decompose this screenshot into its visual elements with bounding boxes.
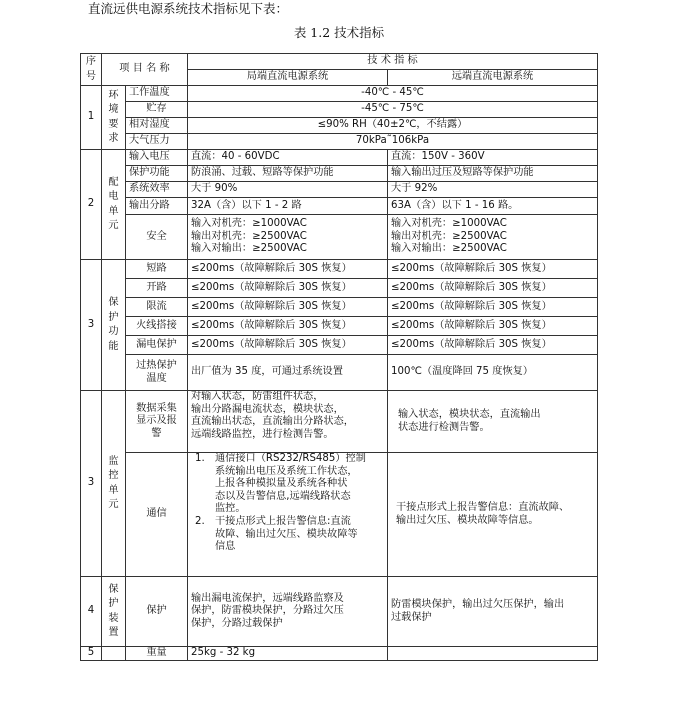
remote-value: 100℃（温度降回 75 度恢复） — [388, 355, 598, 391]
local-value: 大于 90% — [188, 182, 388, 198]
group-label-monitor: 监 控 单 元 — [102, 391, 126, 577]
group-label-protect: 保 护 功 能 — [102, 260, 126, 391]
item-name: 短路 — [126, 260, 188, 279]
row-number: 2 — [81, 150, 102, 260]
header-seq: 序 号 — [81, 54, 102, 86]
local-value: ≤200ms（故障解除后 30S 恢复） — [188, 279, 388, 298]
table-row — [81, 453, 598, 577]
table-row — [81, 166, 598, 182]
table-row — [81, 86, 598, 102]
local-value: 直流：40 - 60VDC — [188, 150, 388, 166]
table-row — [81, 215, 598, 260]
item-value: -40℃ - 45℃ — [188, 86, 598, 102]
item-name: 贮存 — [126, 102, 188, 118]
remote-value: 大于 92% — [388, 182, 598, 198]
table-row — [81, 118, 598, 134]
table-row — [81, 182, 598, 198]
item-name: 系统效率 — [126, 182, 188, 198]
header-local: 局端直流电源系统 — [188, 70, 388, 86]
row-number: 3 — [81, 260, 102, 391]
empty-cell — [102, 647, 126, 661]
table-row — [81, 391, 598, 453]
intro-text: 直流远供电源系统技术指标见下表： — [88, 1, 289, 16]
local-value: 防浪涌、过载、短路等保护功能 — [188, 166, 388, 182]
remote-value: ≤200ms（故障解除后 30S 恢复） — [388, 317, 598, 336]
item-name: 限流 — [126, 298, 188, 317]
local-value: ≤200ms（故障解除后 30S 恢复） — [188, 336, 388, 355]
table-row — [81, 647, 598, 661]
item-name: 工作温度 — [126, 86, 188, 102]
table-caption: 表 1.2 技术指标 — [293, 25, 385, 40]
local-value: 25kg - 32 kg — [188, 647, 388, 661]
local-value: ≤200ms（故障解除后 30S 恢复） — [188, 260, 388, 279]
remote-value: 防雷模块保护，输出过欠压保护，输出 过载保护 — [388, 577, 598, 647]
remote-value: 63A（含）以下 1 - 16 路。 — [388, 198, 598, 215]
item-name: 安全 — [126, 215, 188, 260]
item-name: 输出分路 — [126, 198, 188, 215]
local-value: ≤200ms（故障解除后 30S 恢复） — [188, 317, 388, 336]
table-row — [81, 298, 598, 317]
remote-value: 直流：150V - 360V — [388, 150, 598, 166]
table-row — [81, 577, 598, 647]
group-label-dist: 配 电 单 元 — [102, 150, 126, 260]
remote-value: 输入对机壳：≥1000VAC 输出对机壳：≥2500VAC 输入对输出：≥2500VAC — [388, 215, 598, 260]
table-row — [81, 198, 598, 215]
row-number: 3 — [81, 391, 102, 577]
header-row — [81, 54, 598, 70]
group-label-env: 环 境 要 求 — [102, 86, 126, 150]
remote-value: 输入输出过压及短路等保护功能 — [388, 166, 598, 182]
row-number: 1 — [81, 86, 102, 150]
table-row — [81, 355, 598, 391]
remote-value: 输入状态，模块状态，直流输出 状态进行检测告警。 — [388, 391, 598, 453]
item-name: 大气压力 — [126, 134, 188, 150]
item-name: 过热保护 温度 — [126, 355, 188, 391]
item-name: 火线搭接 — [126, 317, 188, 336]
table-row — [81, 134, 598, 150]
row-number: 5 — [81, 647, 102, 661]
table-row — [81, 260, 598, 279]
row-number: 4 — [81, 577, 102, 647]
item-value: 70kPa˜106kPa — [188, 134, 598, 150]
local-value: 32A（含）以下 1 - 2 路 — [188, 198, 388, 215]
item-name: 保护 — [126, 577, 188, 647]
group-label-device: 保 护 装 置 — [102, 577, 126, 647]
header-remote: 远端直流电源系统 — [388, 70, 598, 86]
local-value: 输出漏电流保护，远端线路监察及 保护，防雷模块保护，分路过欠压 保护，分路过载保护 — [188, 577, 388, 647]
header-tech: 技 术 指 标 — [188, 54, 598, 70]
remote-value: 干接点形式上报告警信息：直流故障、 输出过欠压、模块故障等信息。 — [388, 453, 598, 577]
local-value: 1. 通信接口（RS232/RS485）控制 系统输出电压及系统工作状态， 上报各种模拟量及系统各种状 态以及告警信息,远端线路状态 监控。 2. 干接点形式上报告警信息:直流 故障、输出过欠压、模块故障等 信息 — [188, 453, 388, 577]
local-value: 输入对机壳：≥1000VAC 输出对机壳：≥2500VAC 输入对输出：≥2500VAC — [188, 215, 388, 260]
item-value: ≤90% RH（40±2℃，不结露） — [188, 118, 598, 134]
remote-value: ≤200ms（故障解除后 30S 恢复） — [388, 260, 598, 279]
item-name: 相对湿度 — [126, 118, 188, 134]
spec-table — [80, 53, 598, 661]
table-row — [81, 150, 598, 166]
table-row — [81, 317, 598, 336]
table-row — [81, 336, 598, 355]
table-row — [81, 279, 598, 298]
remote-value — [388, 647, 598, 661]
header-item: 项 目 名 称 — [102, 54, 188, 86]
remote-value: ≤200ms（故障解除后 30S 恢复） — [388, 279, 598, 298]
local-value: 出厂值为 35 度，可通过系统设置 — [188, 355, 388, 391]
item-name: 输入电压 — [126, 150, 188, 166]
remote-value: ≤200ms（故障解除后 30S 恢复） — [388, 298, 598, 317]
local-value: ≤200ms（故障解除后 30S 恢复） — [188, 298, 388, 317]
item-name: 通信 — [126, 453, 188, 577]
table-row — [81, 102, 598, 118]
item-name: 保护功能 — [126, 166, 188, 182]
item-value: -45℃ - 75℃ — [188, 102, 598, 118]
remote-value: ≤200ms（故障解除后 30S 恢复） — [388, 336, 598, 355]
item-name: 开路 — [126, 279, 188, 298]
item-name: 漏电保护 — [126, 336, 188, 355]
item-name: 数据采集 显示及报 警 — [126, 391, 188, 453]
local-value: 对输入状态，防雷组件状态， 输出分路漏电流状态，模块状态， 直流输出状态，直流输出分路状态， 远端线路监控，进行检测告警。 — [188, 391, 388, 453]
item-name: 重量 — [126, 647, 188, 661]
